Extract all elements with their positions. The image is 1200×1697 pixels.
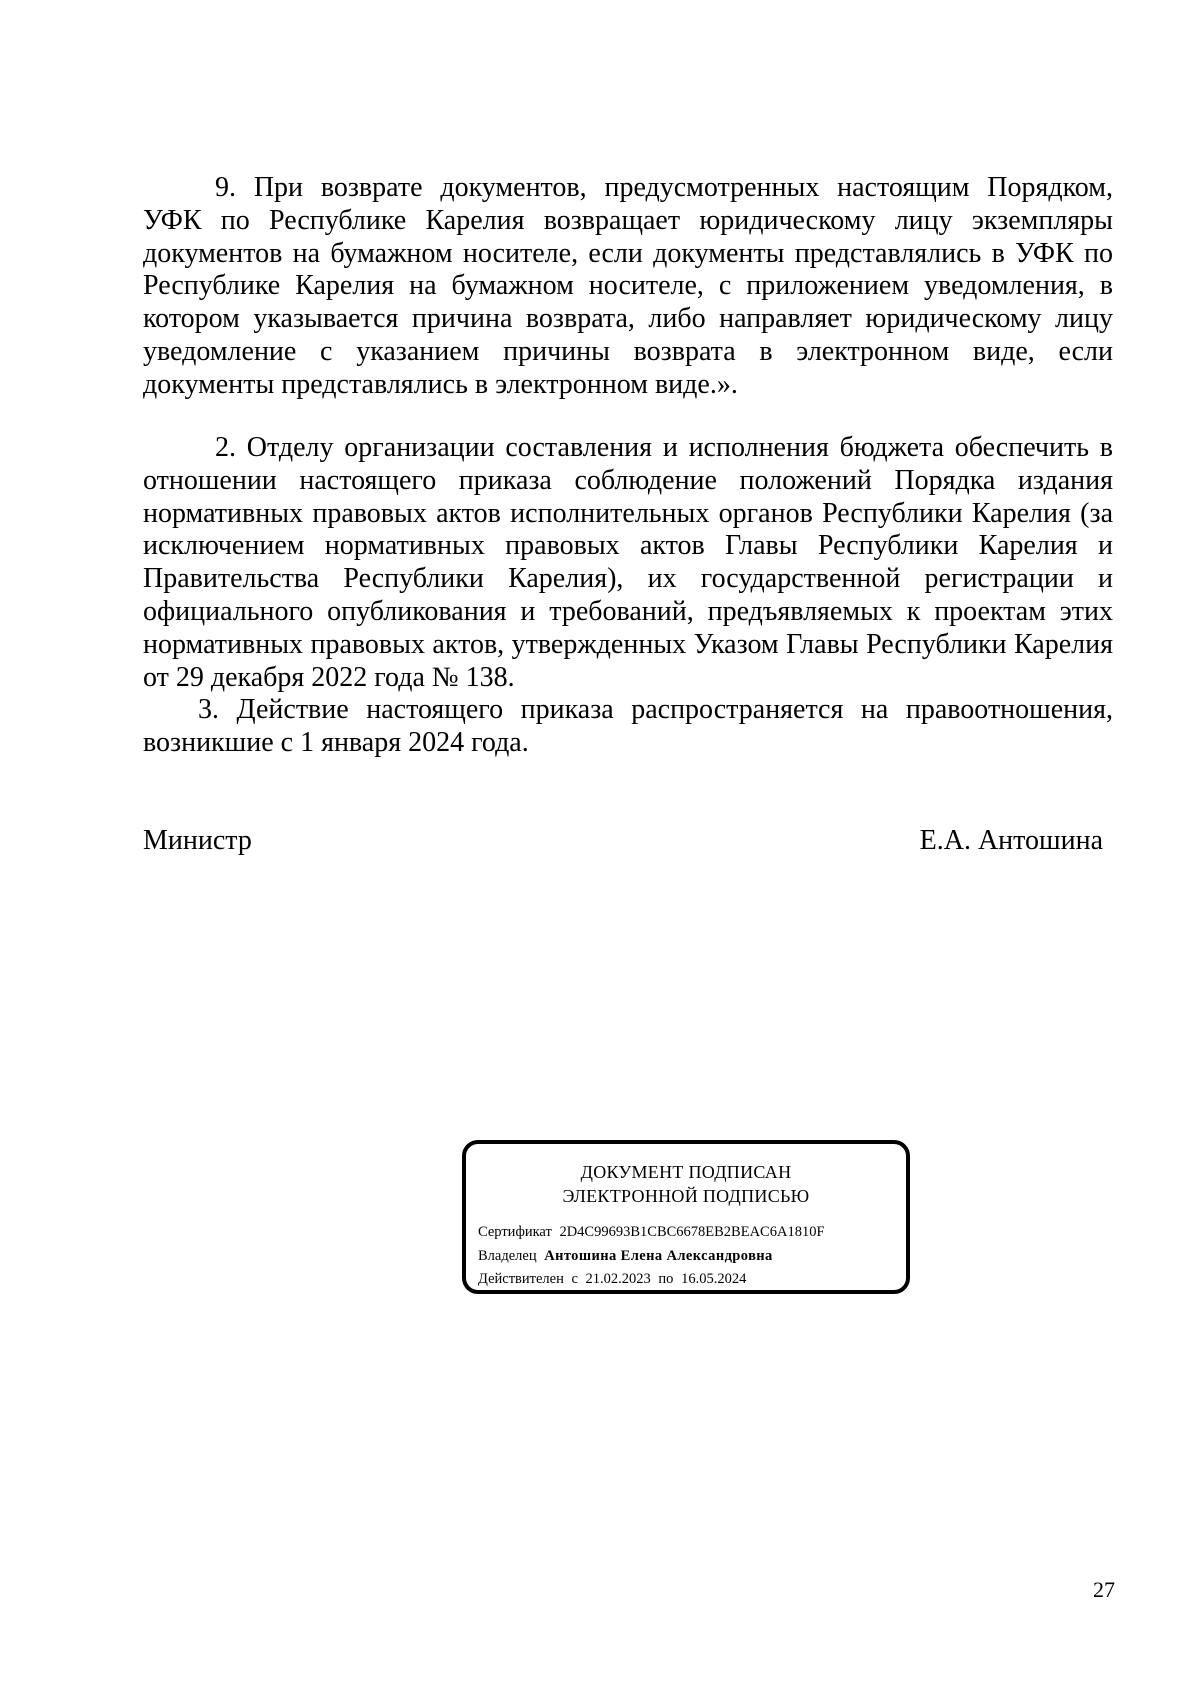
stamp-validity-line bbox=[478, 1269, 746, 1289]
owner-label: Владелец bbox=[478, 1248, 537, 1264]
certificate-value: 2D4C99693B1CBC6678EB2BEAC6A1810F bbox=[559, 1224, 825, 1240]
page-number: 27 bbox=[1093, 1577, 1115, 1602]
validity-to-word: по bbox=[658, 1271, 674, 1287]
paragraph-9: 9. При возврате документов, предусмотренных настоящим Порядком, УФК по Республике Карелия возвращает юридическому лицу экземпляры документов на бумажном носителе, если документы представлялись в УФК по Республике Карелия на бумажном носителе, с приложением уведомления, в котором указывается причина возврата, либо направляет юридическому лицу уведомление с указанием причины возврата в электронном виде, если документы представлялись в электронном виде.». bbox=[143, 172, 1113, 400]
stamp-heading-line-1: ДОКУМЕНТ ПОДПИСАН bbox=[580, 1162, 792, 1182]
paragraph-2: 2. Отделу организации составления и исполнения бюджета обеспечить в отношении настоящего приказа соблюдение положений Порядка издания нормативных правовых актов исполнительных органов Республики Карелия (за исключением нормативных правовых актов Главы Республики Карелия и Правительства Республики Карелия), их государственной регистрации и официального опубликования и требований, предъявляемых к проектам этих нормативных правовых актов, утвержденных Указом Главы Республики Карелия от 29 декабря 2022 года № 138. bbox=[143, 432, 1113, 693]
validity-from-word: с bbox=[571, 1271, 578, 1287]
electronic-signature-stamp bbox=[462, 1140, 910, 1294]
stamp-certificate-line bbox=[478, 1222, 825, 1242]
stamp-heading-line-2: ЭЛЕКТРОННОЙ ПОДПИСЬЮ bbox=[562, 1186, 810, 1206]
signatory-title: Министр bbox=[143, 825, 252, 856]
paragraph-3: 3. Действие настоящего приказа распространяется на правоотношения, возникшие с 1 января 2024 года. bbox=[143, 694, 1113, 758]
validity-from-date: 21.02.2023 bbox=[585, 1271, 651, 1287]
stamp-owner-line bbox=[478, 1246, 773, 1266]
certificate-label: Сертификат bbox=[478, 1224, 552, 1240]
validity-label: Действителен bbox=[478, 1271, 564, 1287]
signatory-name: Е.А. Антошина bbox=[919, 825, 1103, 856]
owner-value: Антошина Елена Александровна bbox=[544, 1248, 773, 1264]
validity-to-date: 16.05.2024 bbox=[681, 1271, 747, 1287]
